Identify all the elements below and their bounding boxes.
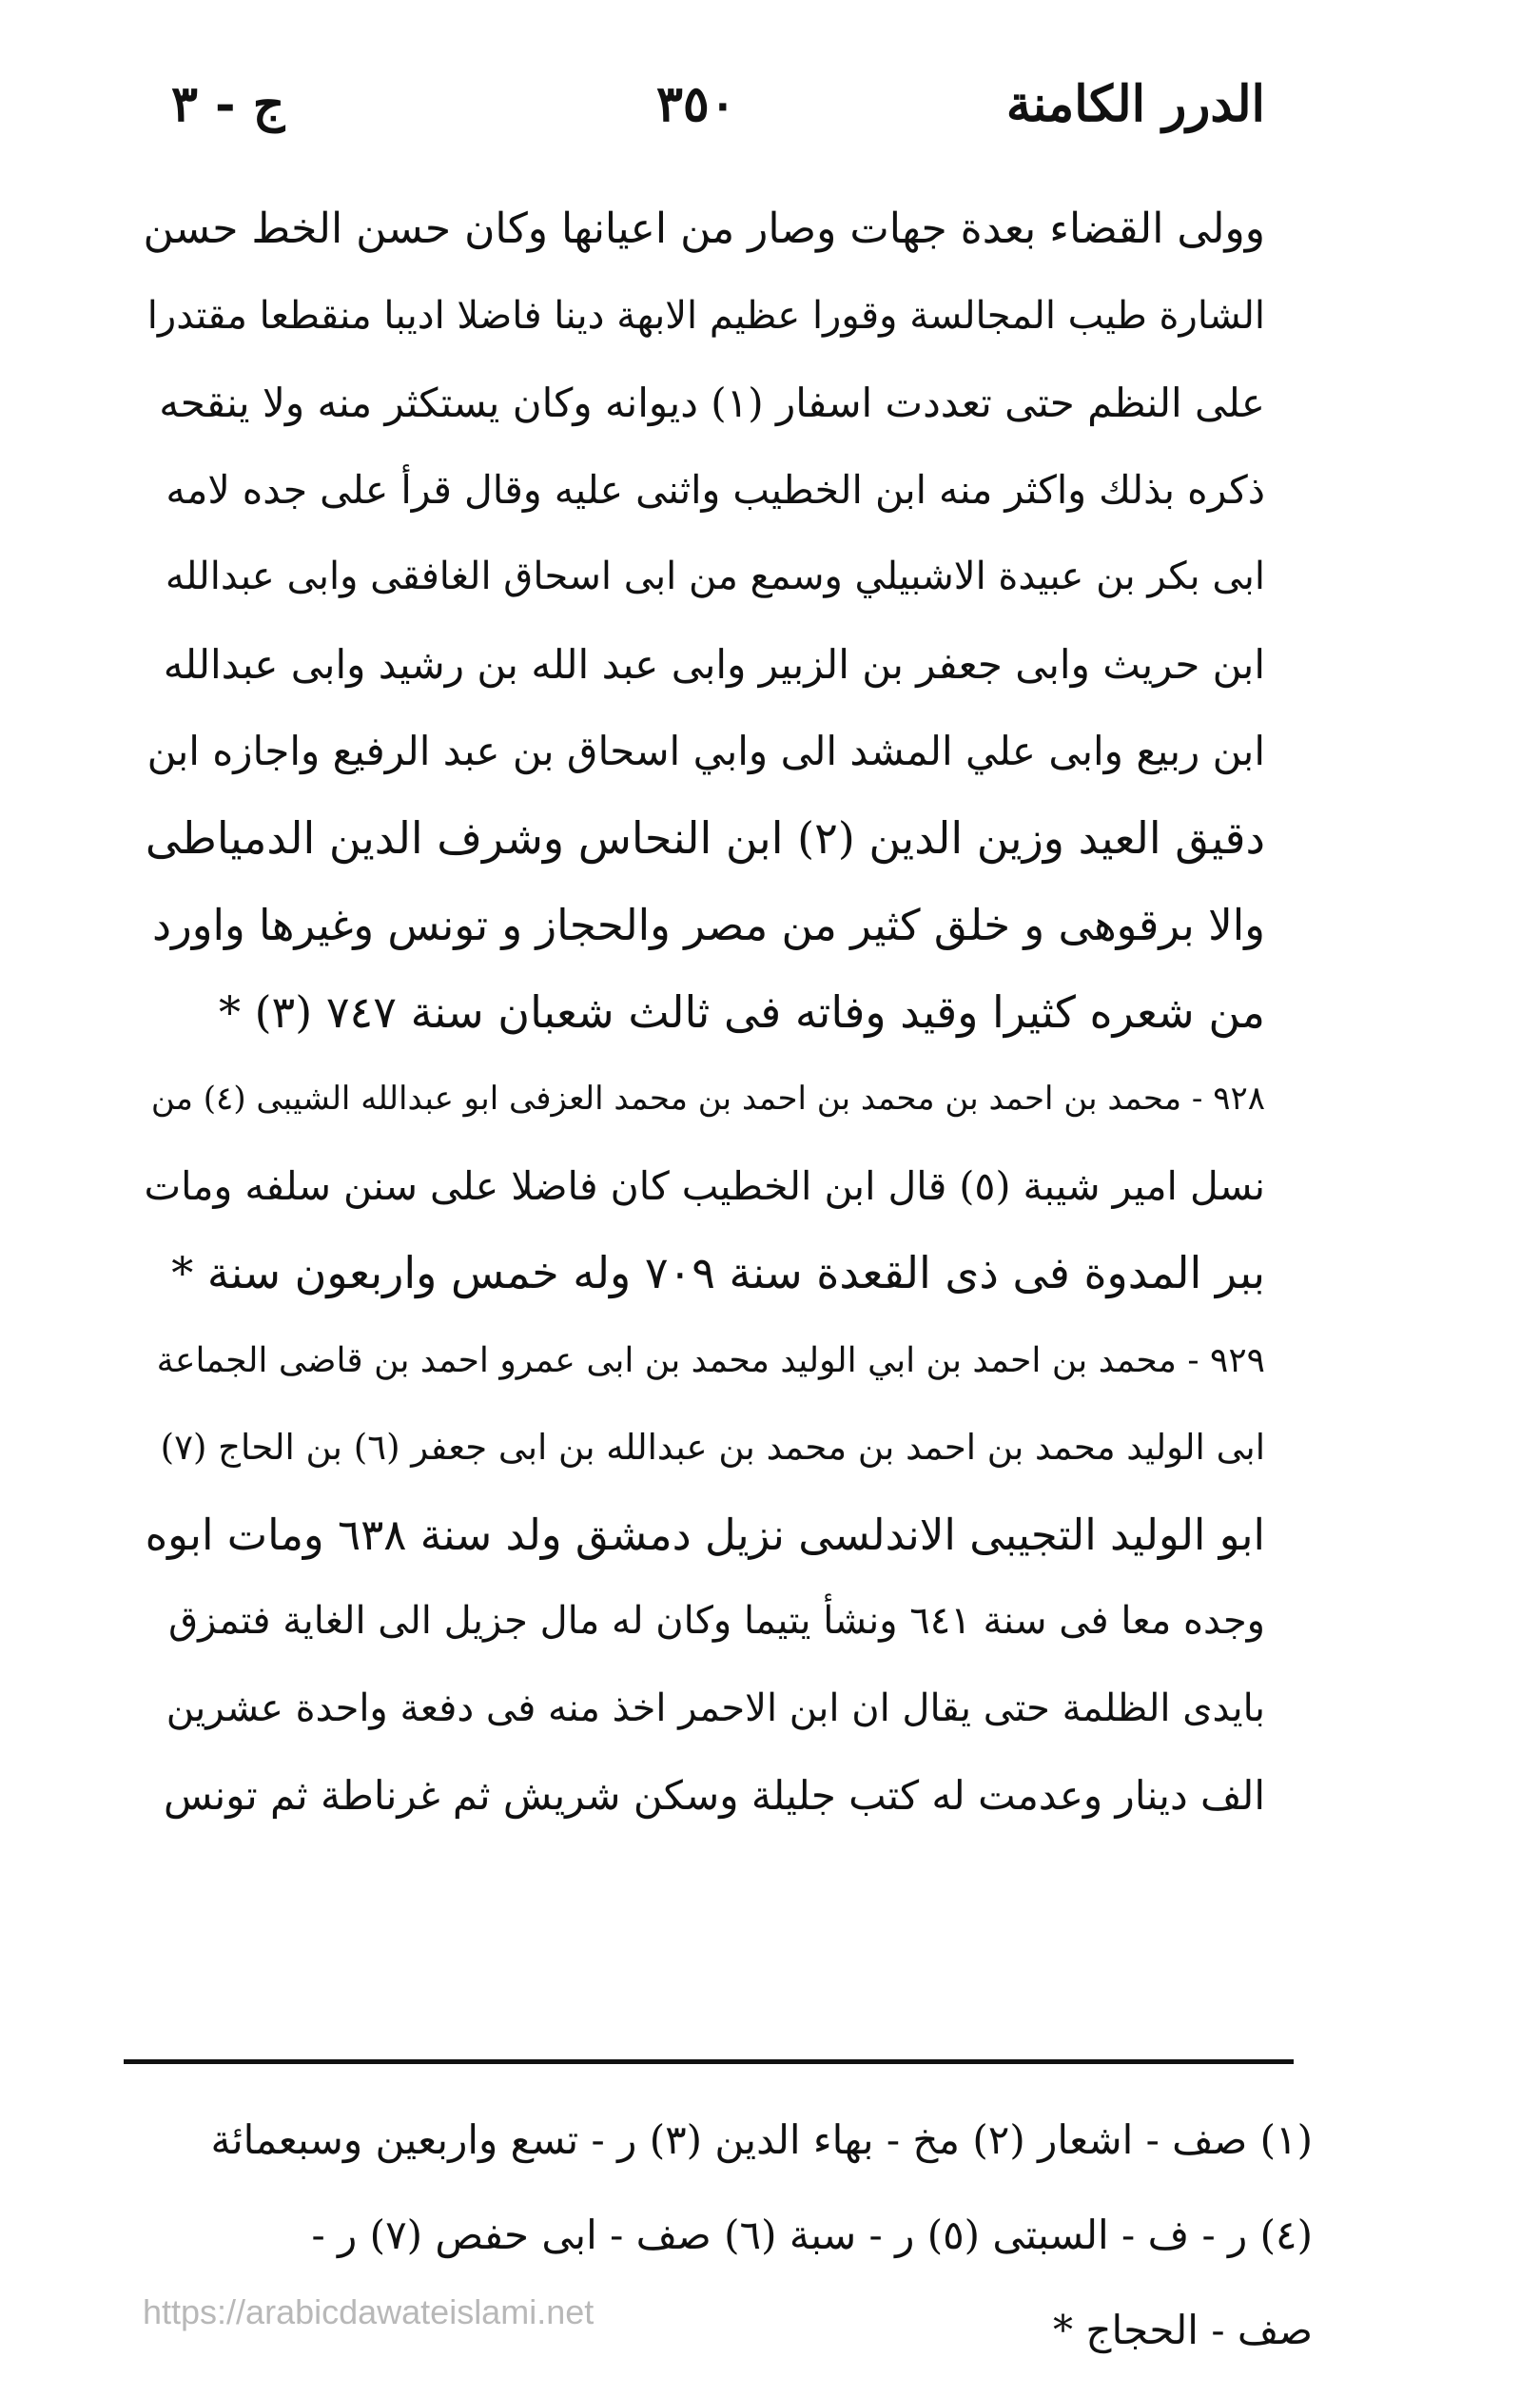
text-line: دقيق العيد وزين الدين (٢) ابن النحاس وشرف الدين الدمياطى <box>145 811 1265 864</box>
text-line: ابن حريث وابى جعفر بن الزبير وابى عبد الله بن رشيد وابى عبدالله <box>163 640 1265 688</box>
text-line: ابى بكر بن عبيدة الاشبيلي وسمع من ابى اسحاق الغافقى وابى عبدالله <box>165 555 1265 598</box>
volume-label: ج - ٣ <box>171 75 285 133</box>
text-line: ذكره بذلك واكثر منه ابن الخطيب واثنى عليه وقال قرأ على جده لامه <box>166 466 1265 513</box>
main-text <box>143 185 1265 1840</box>
footnotes <box>143 2093 1313 2378</box>
footnote-line: (١) صف - اشعار (٢) مخ - بهاء الدين (٣) ر - تسع واربعين وسبعمائة <box>210 2116 1313 2163</box>
footnote-line: صف - الحجاج * <box>1053 2307 1313 2353</box>
watermark-url: https://arabicdawateislami.net <box>143 2292 595 2331</box>
text-line: نسل امير شيبة (٥) قال ابن الخطيب كان فاضلا على سنن سلفه ومات <box>144 1162 1265 1209</box>
book-title: الدرر الكامنة <box>1005 75 1265 133</box>
footnote-line: (٤) ر - ف - السبتى (٥) ر - سبة (٦) صف - ابى حفص (٧) ر - <box>311 2212 1313 2258</box>
page-number: ٣٥٠ <box>656 75 736 133</box>
text-line: وجده معا فى سنة ٦٤١ ونشأ يتيما وكان له مال جزيل الى الغاية فتمزق <box>168 1599 1265 1643</box>
text-line: من شعره كثيرا وقيد وفاته فى ثالث شعبان سنة ٧٤٧ (٣) * <box>218 985 1265 1038</box>
text-line: وولى القضاء بعدة جهات وصار من اعيانها وكان حسن الخط حسن <box>143 205 1265 253</box>
footnote-divider <box>124 2059 1294 2064</box>
text-line: الف دينار وعدمت له كتب جليلة وسكن شريش ثم غرناطة ثم تونس <box>164 1772 1265 1819</box>
page-header <box>171 67 1265 143</box>
text-line: ابو الوليد التجيبى الاندلسى نزيل دمشق ولد سنة ٦٣٨ ومات ابوه <box>145 1509 1265 1560</box>
text-line: ابى الوليد محمد بن احمد بن محمد بن عبدالله بن ابى جعفر (٦) بن الحاج (٧) <box>160 1427 1265 1468</box>
text-line: بايدى الظلمة حتى يقال ان ابن الاحمر اخذ منه فى دفعة واحدة عشرين <box>166 1686 1265 1730</box>
text-line: ابن ربيع وابى علي المشد الى وابي اسحاق بن عبد الرفيع واجازه ابن <box>146 728 1265 774</box>
text-line: والا برقوهى و خلق كثير من مصر والحجاز و تونس وغيرها واورد <box>151 900 1265 950</box>
entry-928-heading: ٩٢٨ - محمد بن احمد بن محمد بن احمد بن محمد العزفى ابو عبدالله الشيبى (٤) من <box>150 1080 1265 1118</box>
entry-929-heading: ٩٢٩ - محمد بن احمد بن ابي الوليد محمد بن ابى عمرو احمد بن قاضى الجماعة <box>156 1340 1265 1380</box>
text-line: ببر المدوة فى ذى القعدة سنة ٧٠٩ وله خمس واربعون سنة * <box>171 1247 1265 1298</box>
text-line: الشارة طيب المجالسة وقورا عظيم الابهة دينا فاضلا اديبا منقطعا مقتدرا <box>146 293 1265 338</box>
text-line: على النظم حتى تعددت اسفار (١) ديوانه وكان يستكثر منه ولا ينقحه <box>159 380 1265 426</box>
